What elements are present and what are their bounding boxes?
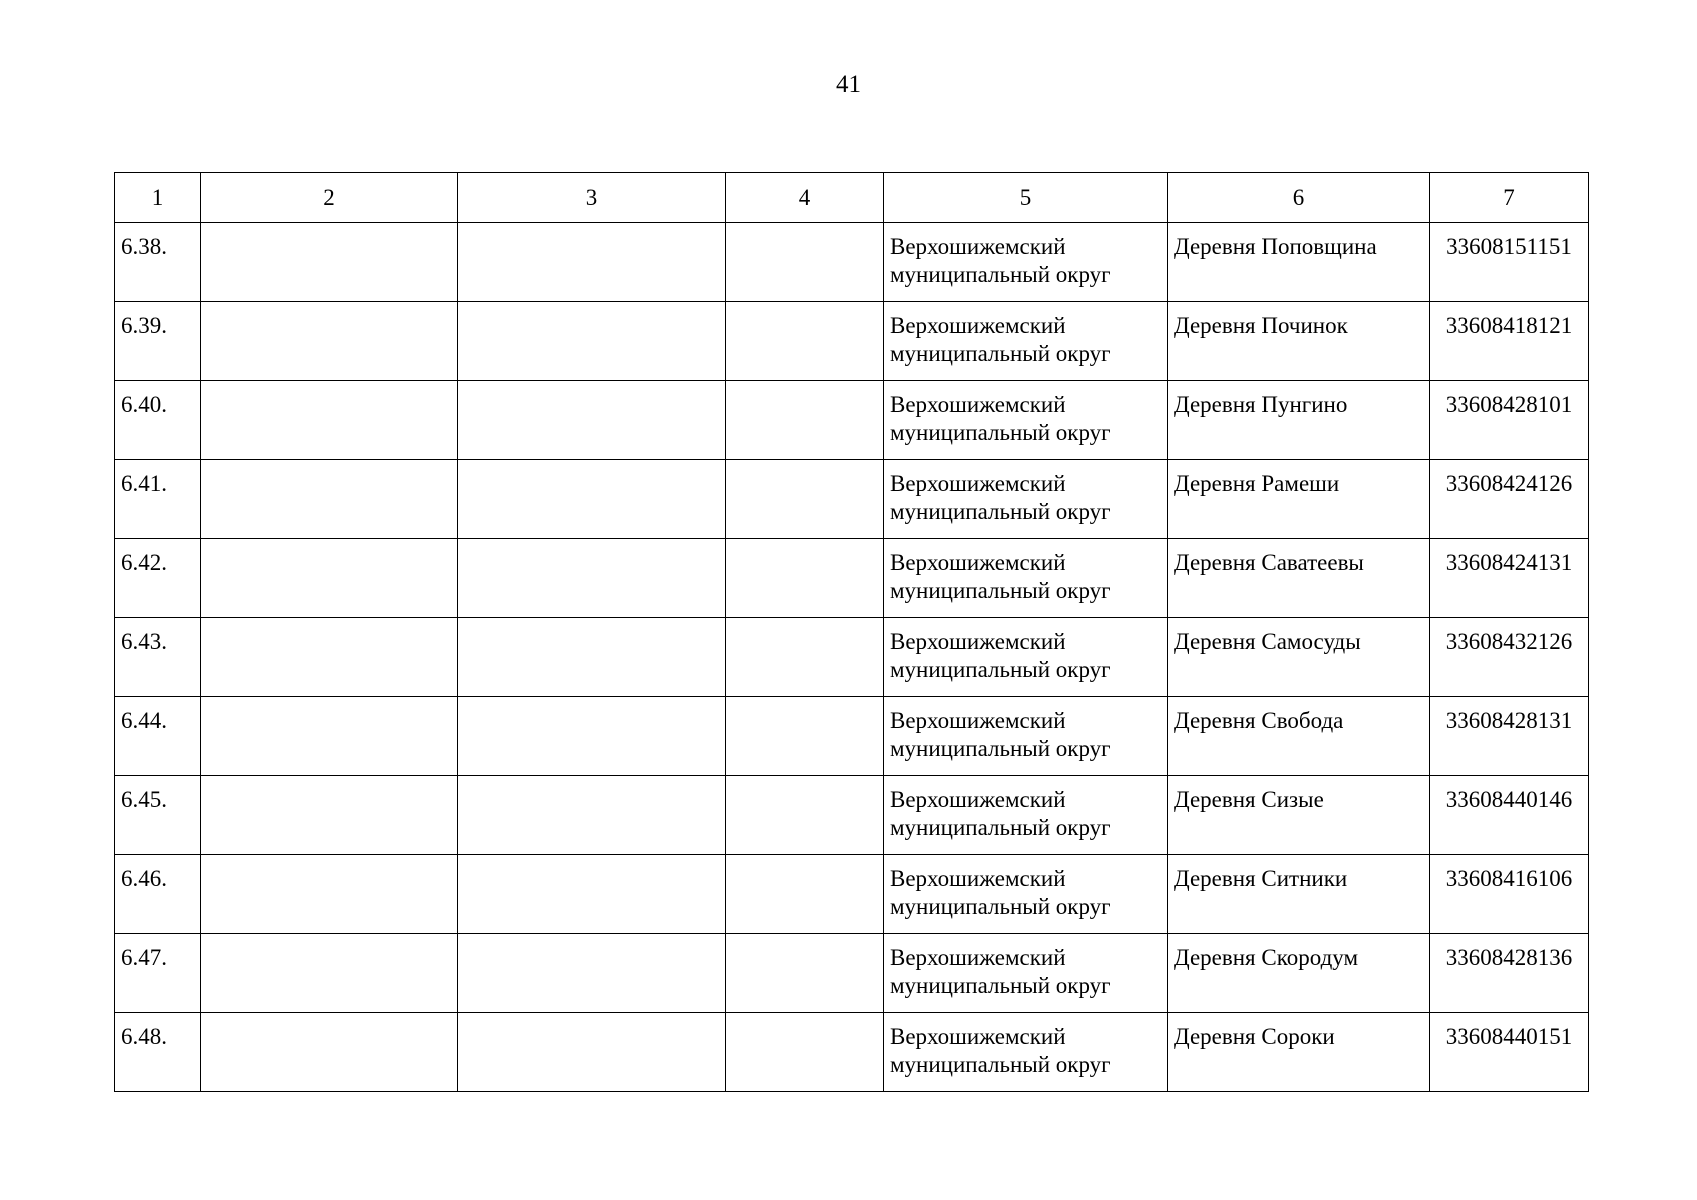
settlement-cell <box>1168 460 1430 539</box>
district-line-1: Верхошижемский <box>890 471 1066 496</box>
column-3-cell <box>458 776 726 855</box>
row-number-cell <box>115 539 201 618</box>
oktmo-code: 33608418121 <box>1445 313 1573 338</box>
page-number: 41 <box>836 71 861 98</box>
code-cell <box>1430 934 1589 1013</box>
column-header-5: 5 <box>884 173 1168 223</box>
column-4-cell <box>726 776 884 855</box>
column-4-value <box>726 302 883 312</box>
district-name <box>884 381 1167 447</box>
settlement-cell <box>1168 697 1430 776</box>
table-body <box>115 223 1589 1092</box>
column-header-1: 1 <box>115 173 201 223</box>
district-cell <box>884 460 1168 539</box>
column-4-value <box>726 855 883 865</box>
row-number-cell <box>115 776 201 855</box>
table-row <box>115 381 1589 460</box>
settlement-cell <box>1168 934 1430 1013</box>
column-3-value <box>458 934 725 944</box>
row-number: 6.48. <box>121 1024 167 1049</box>
column-header-2: 2 <box>201 173 458 223</box>
district-cell <box>884 223 1168 302</box>
district-cell <box>884 539 1168 618</box>
column-header-4: 4 <box>726 173 884 223</box>
column-4-value <box>726 1013 883 1023</box>
row-number-cell <box>115 302 201 381</box>
district-line-2: муниципальный округ <box>890 736 1111 761</box>
column-3-cell <box>458 460 726 539</box>
oktmo-code: 33608440146 <box>1445 787 1573 812</box>
column-3-cell <box>458 223 726 302</box>
table-row <box>115 460 1589 539</box>
settlements-table <box>114 172 1589 1092</box>
table-row <box>115 223 1589 302</box>
column-4-value <box>726 697 883 707</box>
column-4-cell <box>726 934 884 1013</box>
settlement-name: Деревня Саватеевы <box>1174 550 1364 575</box>
code-cell <box>1430 302 1589 381</box>
row-number-cell <box>115 934 201 1013</box>
row-number: 6.38. <box>121 234 167 259</box>
district-name <box>884 460 1167 526</box>
settlement-cell <box>1168 618 1430 697</box>
column-2-value <box>201 539 457 549</box>
header-row <box>115 173 1589 223</box>
column-4-cell <box>726 1013 884 1092</box>
column-3-value <box>458 381 725 391</box>
column-2-value <box>201 855 457 865</box>
oktmo-code: 33608440151 <box>1445 1024 1573 1049</box>
table-row <box>115 934 1589 1013</box>
district-line-2: муниципальный округ <box>890 499 1111 524</box>
row-number: 6.47. <box>121 945 167 970</box>
column-4-value <box>726 539 883 549</box>
code-cell <box>1430 618 1589 697</box>
district-line-1: Верхошижемский <box>890 313 1066 338</box>
column-2-cell <box>201 697 458 776</box>
column-2-cell <box>201 934 458 1013</box>
oktmo-code: 33608416106 <box>1445 866 1573 891</box>
district-line-1: Верхошижемский <box>890 866 1066 891</box>
district-line-1: Верхошижемский <box>890 234 1066 259</box>
column-4-value <box>726 776 883 786</box>
district-line-2: муниципальный округ <box>890 894 1111 919</box>
column-3-cell <box>458 697 726 776</box>
district-line-1: Верхошижемский <box>890 629 1066 654</box>
column-3-value <box>458 618 725 628</box>
row-number-cell <box>115 460 201 539</box>
row-number: 6.44. <box>121 708 167 733</box>
oktmo-code: 33608428131 <box>1445 708 1573 733</box>
column-header-6: 6 <box>1168 173 1430 223</box>
column-2-cell <box>201 618 458 697</box>
district-name <box>884 618 1167 684</box>
column-3-cell <box>458 855 726 934</box>
column-2-cell <box>201 855 458 934</box>
column-header-7: 7 <box>1430 173 1589 223</box>
district-cell <box>884 697 1168 776</box>
row-number-cell <box>115 223 201 302</box>
settlement-name: Деревня Рамеши <box>1174 471 1340 496</box>
column-3-value <box>458 855 725 865</box>
row-number: 6.41. <box>121 471 167 496</box>
column-4-value <box>726 381 883 391</box>
district-name <box>884 776 1167 842</box>
column-3-cell <box>458 302 726 381</box>
table-row <box>115 776 1589 855</box>
column-2-value <box>201 381 457 391</box>
column-2-cell <box>201 381 458 460</box>
settlement-cell <box>1168 381 1430 460</box>
table-row <box>115 855 1589 934</box>
oktmo-code: 33608151151 <box>1446 234 1572 259</box>
column-3-value <box>458 539 725 549</box>
district-line-2: муниципальный округ <box>890 341 1111 366</box>
oktmo-code: 33608424131 <box>1445 550 1573 575</box>
column-2-value <box>201 618 457 628</box>
column-2-cell <box>201 1013 458 1092</box>
district-line-1: Верхошижемский <box>890 392 1066 417</box>
column-3-cell <box>458 1013 726 1092</box>
column-4-cell <box>726 223 884 302</box>
code-cell <box>1430 539 1589 618</box>
row-number: 6.43. <box>121 629 167 654</box>
table-row <box>115 697 1589 776</box>
row-number-cell <box>115 381 201 460</box>
column-4-cell <box>726 618 884 697</box>
district-line-2: муниципальный округ <box>890 657 1111 682</box>
district-line-2: муниципальный округ <box>890 815 1111 840</box>
code-cell <box>1430 1013 1589 1092</box>
code-cell <box>1430 697 1589 776</box>
column-2-cell <box>201 223 458 302</box>
column-2-value <box>201 1013 457 1023</box>
district-line-1: Верхошижемский <box>890 945 1066 970</box>
column-4-cell <box>726 302 884 381</box>
district-line-2: муниципальный округ <box>890 973 1111 998</box>
district-name <box>884 855 1167 921</box>
column-4-cell <box>726 381 884 460</box>
settlement-name: Деревня Ситники <box>1174 866 1348 891</box>
column-4-cell <box>726 855 884 934</box>
column-3-cell <box>458 934 726 1013</box>
row-number: 6.45. <box>121 787 167 812</box>
district-name <box>884 1013 1167 1079</box>
code-cell <box>1430 223 1589 302</box>
column-2-value <box>201 776 457 786</box>
column-4-cell <box>726 460 884 539</box>
column-4-value <box>726 618 883 628</box>
settlement-name: Деревня Самосуды <box>1174 629 1361 654</box>
column-2-value <box>201 460 457 470</box>
column-3-value <box>458 1013 725 1023</box>
code-cell <box>1430 855 1589 934</box>
settlement-name: Деревня Сизые <box>1174 787 1324 812</box>
column-3-cell <box>458 618 726 697</box>
settlement-name: Деревня Пунгино <box>1174 392 1348 417</box>
row-number: 6.39. <box>121 313 167 338</box>
row-number-cell <box>115 1013 201 1092</box>
settlement-cell <box>1168 855 1430 934</box>
column-4-cell <box>726 697 884 776</box>
column-2-value <box>201 223 457 233</box>
oktmo-code: 33608424126 <box>1445 471 1573 496</box>
column-3-value <box>458 302 725 312</box>
code-cell <box>1430 460 1589 539</box>
district-cell <box>884 934 1168 1013</box>
row-number: 6.46. <box>121 866 167 891</box>
district-line-2: муниципальный округ <box>890 262 1111 287</box>
table-row <box>115 1013 1589 1092</box>
table-row <box>115 302 1589 381</box>
column-3-value <box>458 223 725 233</box>
column-4-value <box>726 460 883 470</box>
settlement-name: Деревня Свобода <box>1174 708 1344 733</box>
row-number-cell <box>115 697 201 776</box>
oktmo-code: 33608432126 <box>1445 629 1573 654</box>
column-2-cell <box>201 776 458 855</box>
district-line-1: Верхошижемский <box>890 550 1066 575</box>
column-2-value <box>201 302 457 312</box>
district-line-2: муниципальный округ <box>890 578 1111 603</box>
column-2-cell <box>201 302 458 381</box>
district-cell <box>884 381 1168 460</box>
settlement-cell <box>1168 539 1430 618</box>
oktmo-code: 33608428136 <box>1445 945 1573 970</box>
district-name <box>884 697 1167 763</box>
table-row <box>115 618 1589 697</box>
settlement-name: Деревня Скородум <box>1174 945 1359 970</box>
column-3-cell <box>458 381 726 460</box>
column-3-value <box>458 697 725 707</box>
row-number-cell <box>115 855 201 934</box>
code-cell <box>1430 381 1589 460</box>
column-header-3: 3 <box>458 173 726 223</box>
district-cell <box>884 302 1168 381</box>
district-line-1: Верхошижемский <box>890 1024 1066 1049</box>
column-2-value <box>201 934 457 944</box>
settlement-name: Деревня Поповщина <box>1174 234 1377 259</box>
column-2-cell <box>201 460 458 539</box>
district-cell <box>884 618 1168 697</box>
district-cell <box>884 855 1168 934</box>
column-4-value <box>726 934 883 944</box>
settlement-name: Деревня Починок <box>1174 313 1348 338</box>
district-name <box>884 934 1167 1000</box>
row-number-cell <box>115 618 201 697</box>
district-line-2: муниципальный округ <box>890 1052 1111 1077</box>
settlement-cell <box>1168 776 1430 855</box>
oktmo-code: 33608428101 <box>1445 392 1573 417</box>
settlement-cell <box>1168 223 1430 302</box>
column-2-value <box>201 697 457 707</box>
district-cell <box>884 776 1168 855</box>
settlement-cell <box>1168 1013 1430 1092</box>
row-number: 6.42. <box>121 550 167 575</box>
column-3-value <box>458 460 725 470</box>
district-name <box>884 223 1167 289</box>
code-cell <box>1430 776 1589 855</box>
column-4-value <box>726 223 883 233</box>
district-name <box>884 302 1167 368</box>
column-3-value <box>458 776 725 786</box>
district-cell <box>884 1013 1168 1092</box>
district-line-1: Верхошижемский <box>890 787 1066 812</box>
table-row <box>115 539 1589 618</box>
district-name <box>884 539 1167 605</box>
row-number: 6.40. <box>121 392 167 417</box>
column-2-cell <box>201 539 458 618</box>
settlement-cell <box>1168 302 1430 381</box>
district-line-1: Верхошижемский <box>890 708 1066 733</box>
column-4-cell <box>726 539 884 618</box>
district-line-2: муниципальный округ <box>890 420 1111 445</box>
settlement-name: Деревня Сороки <box>1174 1024 1335 1049</box>
column-3-cell <box>458 539 726 618</box>
